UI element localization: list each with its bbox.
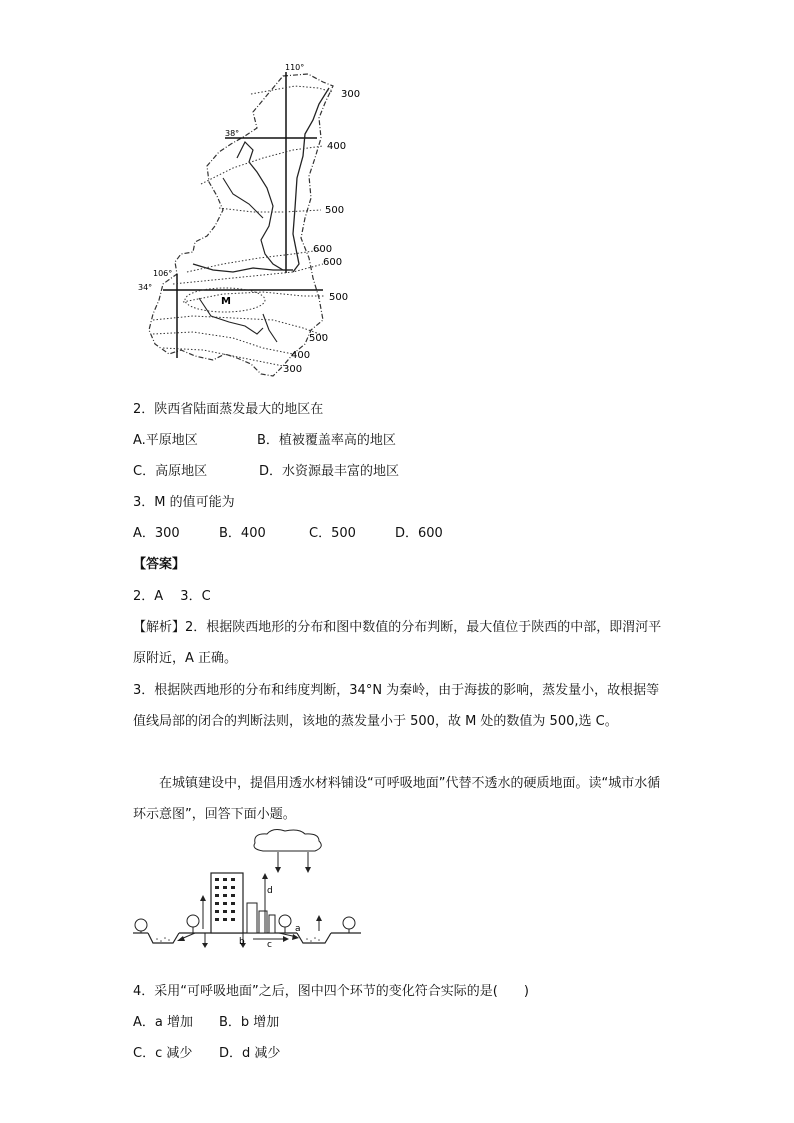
urban-water-cycle-diagram: [133, 827, 363, 949]
contour-label: 500: [329, 292, 349, 303]
q4-option-c: C．c 减少: [133, 1046, 193, 1061]
contour-label: 400: [327, 141, 347, 152]
intro-paragraph: 在城镇建设中，提倡用透水材料铺设“可呼吸地面”代替不透水的硬质地面。读“城市水循环示意图”，回答下面小题。: [133, 776, 661, 822]
label-c: c: [267, 940, 272, 949]
q4-option-a: A．a 增加: [133, 1015, 193, 1030]
q2-options-row2: [133, 464, 399, 480]
contour-label: 400: [291, 350, 311, 361]
m-label: M: [221, 296, 231, 307]
contour-label: 300: [341, 89, 361, 100]
q2-stem: 2．陕西省陆面蒸发最大的地区在: [133, 402, 324, 417]
q3-option-c: C．500: [309, 526, 356, 541]
contour-label: 500: [309, 333, 329, 344]
q4-option-d: D．d 减少: [219, 1046, 281, 1061]
contour-label: 600: [313, 244, 333, 255]
lon-106-label: 106°: [153, 269, 173, 278]
q4-options-row1: [133, 1015, 279, 1031]
q4-stem: 4．采用“可呼吸地面”之后，图中四个环节的变化符合实际的是( ): [133, 984, 529, 999]
q2-option-b: B．植被覆盖率高的地区: [257, 433, 396, 448]
q3-stem: 3．M 的值可能为: [133, 495, 235, 510]
analysis-paragraph-2: 3．根据陕西地形的分布和纬度判断，34°N 为秦岭，由于海拔的影响，蒸发量小，故根据等值线局部的闭合的判断法则，该地的蒸发量小于 500，故 M 处的数值为 500,选 C。: [133, 683, 660, 729]
q3-option-b: B．400: [219, 526, 266, 541]
q3-option-a: A．300: [133, 526, 180, 541]
q4-option-b: B．b 增加: [219, 1015, 280, 1030]
q4-options-row2: [133, 1046, 280, 1062]
label-b: b: [239, 937, 245, 947]
q2-options-row1: [133, 433, 396, 449]
q3-options: [133, 526, 443, 542]
contour-label: 600: [323, 257, 343, 268]
label-d: d: [267, 886, 273, 896]
analysis-paragraph-1: 【解析】2．根据陕西地形的分布和图中数值的分布判断，最大值位于陕西的中部，即渭河平原附近，A 正确。: [133, 620, 662, 666]
lat-34-label: 34°: [138, 283, 153, 292]
answer-heading: 【答案】: [133, 557, 186, 572]
q3-option-d: D．600: [395, 526, 443, 541]
q2-option-d: D．水资源最丰富的地区: [259, 464, 400, 479]
q2-option-a: A.平原地区: [133, 433, 198, 448]
lon-110-label: 110°: [285, 63, 305, 72]
shaanxi-evaporation-map: [133, 58, 373, 390]
label-a: a: [295, 924, 301, 934]
lat-38-label: 38°: [225, 129, 240, 138]
contour-label: 300: [283, 364, 303, 375]
answer-values: 2．A 3．C: [133, 589, 211, 604]
q2-option-c: C．高原地区: [133, 464, 208, 479]
contour-label: 500: [325, 205, 345, 216]
